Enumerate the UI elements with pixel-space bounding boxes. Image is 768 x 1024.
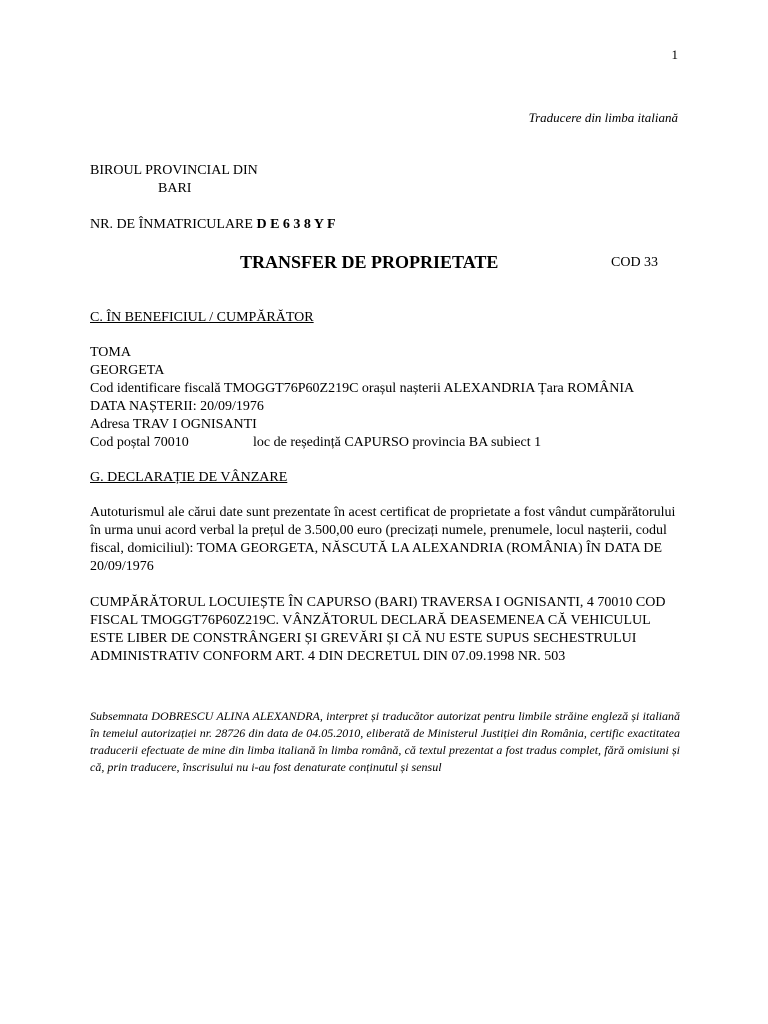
registration-value: D E 6 3 8 Y F	[256, 217, 336, 232]
document-code: COD 33	[611, 255, 659, 270]
buyer-residence: loc de reședință CAPURSO provincia BA subiect 1	[253, 435, 542, 450]
buyer-birth-date: DATA NAȘTERII: 20/09/1976	[90, 399, 264, 414]
buyer-residence-paragraph: CUMPĂRĂTORUL LOCUIEȘTE ÎN CAPURSO (BARI) TRAVERSA I OGNISANTI, 4 70010 COD FISCAL TMOGGT76P60Z219C. VÂNZĂTORUL DECLARĂ DEASEMENEA CĂ VEHICULUL ESTE LIBER DE CONSTRÂNGERI ȘI GREVĂRI ȘI CĂ NU ESTE SUPUS SECHESTRULUI ADMINISTRATIV CONFORM ART. 4 DIN DECRETUL DIN 07.09.1998 NR. 503	[90, 595, 666, 664]
buyer-postal-code: Cod poștal 70010	[90, 435, 189, 450]
certification-text: , interpret și traducător autorizat pentru limbile străine engleză și italiană în temeiul autorizației nr. 28726 din data de 04.05.2010, eliberată de Ministerul Justiției din România, certific exactitatea traducerii efectuate de mine din limba italiană în limba română, că textul prezentat a fost tradus complet, fără omisiuni și că, prin traducere, înscrisului nu i-au fost denaturate conținutul și sensul	[90, 709, 681, 774]
section-c-heading: C. ÎN BENEFICIUL / CUMPĂRĂTOR	[90, 310, 314, 325]
buyer-firstname: GEORGETA	[90, 363, 165, 378]
registration-label: NR. DE ÎNMATRICULARE	[90, 217, 257, 232]
certification-prefix: Subsemnata	[90, 709, 152, 723]
section-g-heading: G. DECLARAȚIE DE VÂNZARE	[90, 470, 288, 485]
registration-number	[90, 216, 336, 234]
buyer-address: Adresa TRAV I OGNISANTI	[90, 417, 257, 432]
buyer-surname: TOMA	[90, 345, 131, 360]
page-number: 1	[671, 47, 678, 62]
translation-note: Traducere din limba italiană	[528, 110, 678, 125]
translator-name: DOBRESCU ALINA ALEXANDRA	[151, 709, 320, 723]
document-title: TRANSFER DE PROPRIETATE	[240, 252, 499, 272]
translator-certification	[90, 708, 680, 776]
office-line-2: BARI	[158, 181, 192, 196]
office-line-1: BIROUL PROVINCIAL DIN	[90, 163, 258, 178]
buyer-fiscal-code: Cod identificare fiscală TMOGGT76P60Z219C orașul nașterii ALEXANDRIA Țara ROMÂNIA	[90, 381, 635, 396]
sale-declaration-paragraph: Autoturismul ale cărui date sunt prezentate în acest certificat de proprietate a fost vândut cumpărătorului în urma unui acord verbal la prețul de 3.500,00 euro (precizați numele, prenumele, locul nașterii, codul fiscal, domiciliul): TOMA GEORGETA, NĂSCUTĂ LA ALEXANDRIA (ROMÂNIA) ÎN DATA DE 20/09/1976	[90, 505, 676, 574]
